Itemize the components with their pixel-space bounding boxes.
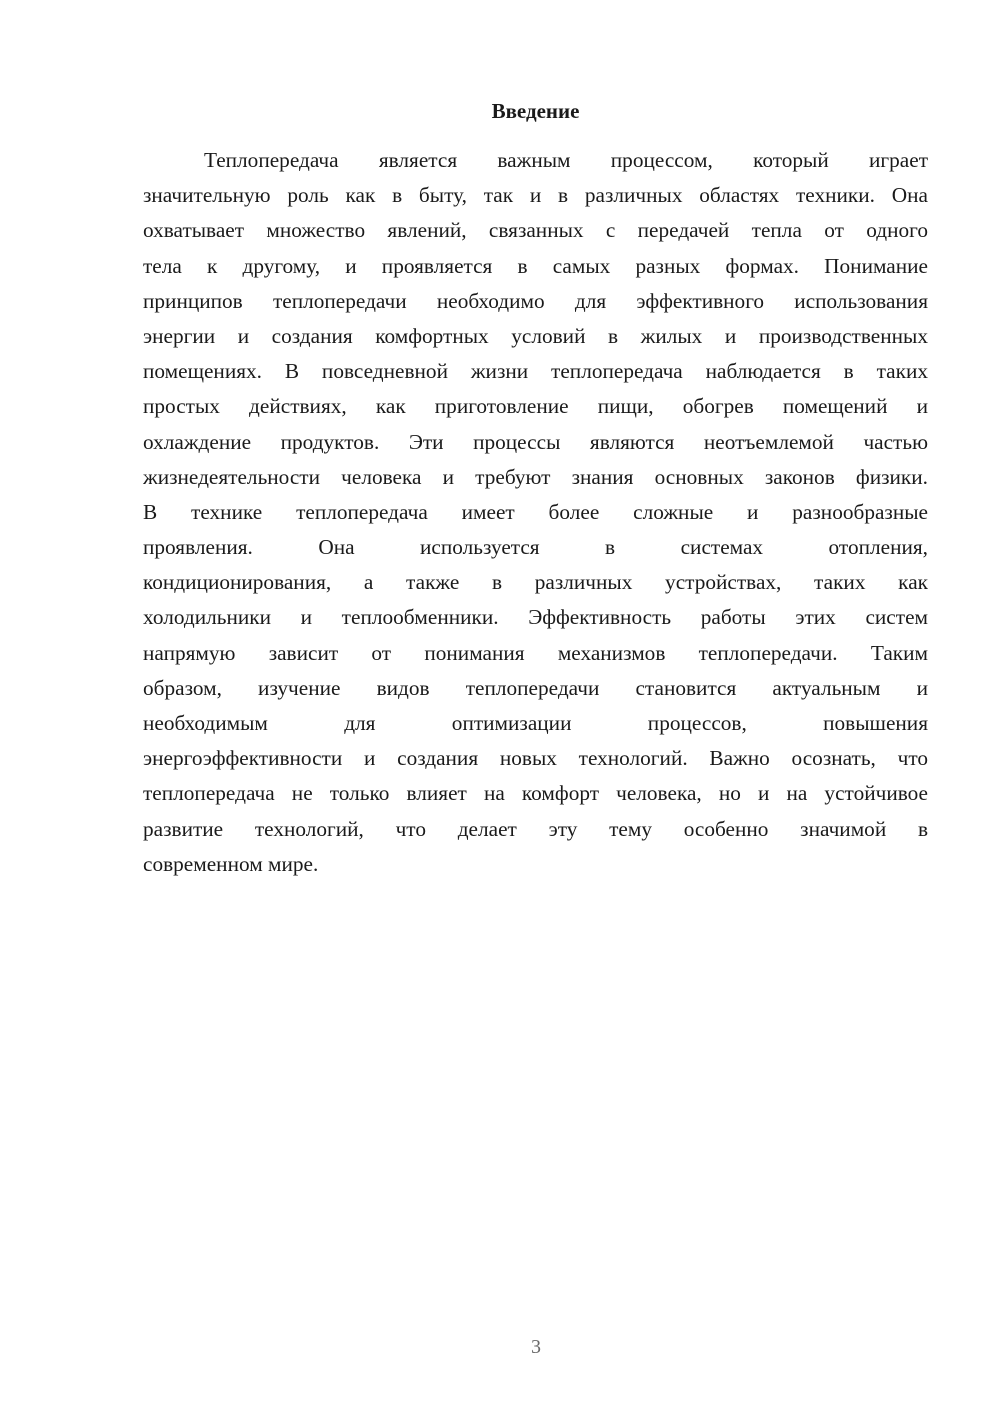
text-line: принципов теплопередачи необходимо для эффективного использования: [143, 288, 928, 313]
text-line: помещениях. В повседневной жизни теплопередача наблюдается в таких: [143, 359, 928, 384]
text-line: кондиционирования, а также в различных устройствах, таких как: [143, 570, 928, 595]
text-line: жизнедеятельности человека и требуют знания основных законов физики.: [143, 464, 928, 489]
text-line: тела к другому, и проявляется в самых разных формах. Понимание: [143, 253, 928, 278]
text-line: напрямую зависит от понимания механизмов теплопередачи. Таким: [143, 640, 928, 665]
text-line: энергоэффективности и создания новых технологий. Важно осознать, что: [143, 746, 928, 771]
text-line: развитие технологий, что делает эту тему особенно значимой в: [143, 816, 928, 841]
text-line: охватывает множество явлений, связанных с передачей тепла от одного: [143, 218, 928, 243]
text-line: современном мире.: [143, 851, 319, 876]
introduction-paragraph: [143, 143, 928, 882]
page-number: 3: [531, 1336, 541, 1358]
text-line: охлаждение продуктов. Эти процессы являются неотъемлемой частью: [143, 429, 928, 454]
text-line: теплопередача не только влияет на комфорт человека, но и на устойчивое: [143, 781, 928, 806]
text-line: Теплопередача является важным процессом, который играет: [204, 148, 928, 172]
text-line: В технике теплопередача имеет более сложные и разнообразные: [143, 499, 928, 524]
text-line: необходимым для оптимизации процессов, повышения: [143, 711, 928, 735]
text-line: холодильники и теплообменники. Эффективность работы этих систем: [143, 605, 928, 630]
page-title: Введение: [491, 99, 580, 123]
text-line: значительную роль как в быту, так и в различных областях техники. Она: [143, 183, 928, 208]
text-line: проявления. Она используется в системах отопления,: [143, 535, 928, 560]
text-line: образом, изучение видов теплопередачи становится актуальным и: [143, 675, 928, 700]
text-line: энергии и создания комфортных условий в жилых и производственных: [143, 323, 928, 348]
text-line: простых действиях, как приготовление пищи, обогрев помещений и: [143, 394, 928, 419]
